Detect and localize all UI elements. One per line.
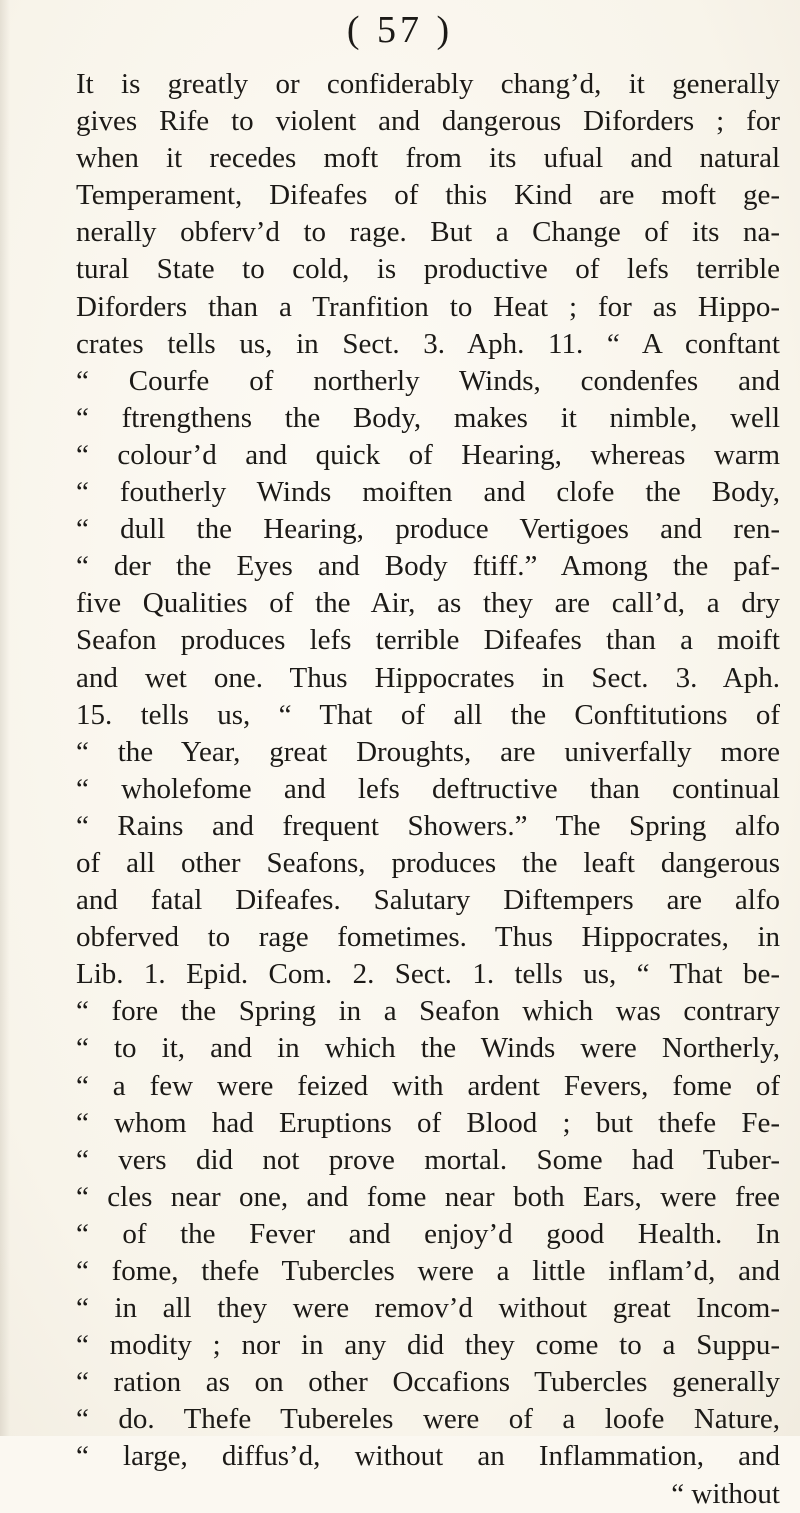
text-line: “ the Year, great Droughts, are univerfally more: [76, 735, 780, 768]
text-line: “ fome, thefe Tubercles were a little inflam’d, and: [76, 1255, 780, 1287]
text-line: “ of the Fever and enjoy’d good Health. In: [76, 1217, 780, 1250]
text-line: Temperament, Difeafes of this Kind are moft ge-: [76, 179, 780, 212]
text-line: “ fore the Spring in a Seafon which was contrary: [76, 995, 780, 1028]
text-line: when it recedes moft from its ufual and natural: [76, 142, 780, 175]
text-line: “ Rains and frequent Showers.” The Spring alfo: [76, 809, 780, 842]
text-line: nerally obferv’d to rage. But a Change of its na-: [76, 216, 780, 249]
text-line: gives Rife to violent and dangerous Diforders ; for: [76, 105, 780, 138]
text-line: “ der the Eyes and Body ftiff.” Among the paf-: [76, 550, 780, 583]
text-line: “ a few were feized with ardent Fevers, fome of: [76, 1069, 780, 1102]
text-line: “ Courfe of northerly Winds, condenfes and: [76, 364, 780, 397]
text-line: Lib. 1. Epid. Com. 2. Sect. 1. tells us, “ That be-: [76, 958, 780, 991]
text-line: Diforders than a Tranfition to Heat ; for as Hippo-: [76, 290, 780, 323]
page-binding-shadow: [0, 0, 10, 1436]
text-line: “ in all they were remov’d without great Incom-: [76, 1292, 780, 1325]
text-line: “ dull the Hearing, produce Vertigoes and ren-: [76, 513, 780, 546]
body-text: [76, 66, 780, 1513]
page-number: ( 57 ): [346, 9, 454, 51]
text-line: “ large, diffus’d, without an Inflammation, and: [76, 1440, 780, 1473]
text-line: crates tells us, in Sect. 3. Aph. 11. “ A conftant: [76, 327, 780, 360]
text-line: obferved to rage fometimes. Thus Hippocrates, in: [76, 921, 780, 954]
text-line: It is greatly or confiderably chang’d, it generally: [76, 68, 780, 100]
catchword-line: “ without: [671, 1477, 780, 1510]
text-line: “ ration as on other Occafions Tubercles generally: [76, 1366, 780, 1399]
text-line: “ colour’d and quick of Hearing, whereas warm: [76, 438, 780, 471]
text-line: “ vers did not prove mortal. Some had Tuber-: [76, 1143, 780, 1176]
text-line: and fatal Difeafes. Salutary Diftempers are alfo: [76, 884, 780, 917]
text-line: and wet one. Thus Hippocrates in Sect. 3. Aph.: [76, 661, 780, 694]
text-line: Seafon produces lefs terrible Difeafes than a moift: [76, 624, 780, 657]
text-line: “ modity ; nor in any did they come to a Suppu-: [76, 1329, 780, 1362]
text-line: “ foutherly Winds moiften and clofe the Body,: [76, 476, 780, 509]
text-line: 15. tells us, “ That of all the Conftitutions of: [76, 698, 780, 731]
text-line: five Qualities of the Air, as they are call’d, a dry: [76, 587, 780, 620]
text-line: “ wholefome and lefs deftructive than continual: [76, 772, 780, 805]
text-line: of all other Seafons, produces the leaft dangerous: [76, 846, 780, 879]
text-line: “ ftrengthens the Body, makes it nimble, well: [76, 401, 780, 434]
text-line: “ whom had Eruptions of Blood ; but thefe Fe-: [76, 1106, 780, 1139]
text-line: “ do. Thefe Tubereles were of a loofe Nature,: [76, 1403, 780, 1436]
text-line: tural State to cold, is productive of lefs terrible: [76, 253, 780, 286]
text-line: “ cles near one, and fome near both Ears, were free: [76, 1180, 780, 1213]
text-line: “ to it, and in which the Winds were Northerly,: [76, 1032, 780, 1065]
